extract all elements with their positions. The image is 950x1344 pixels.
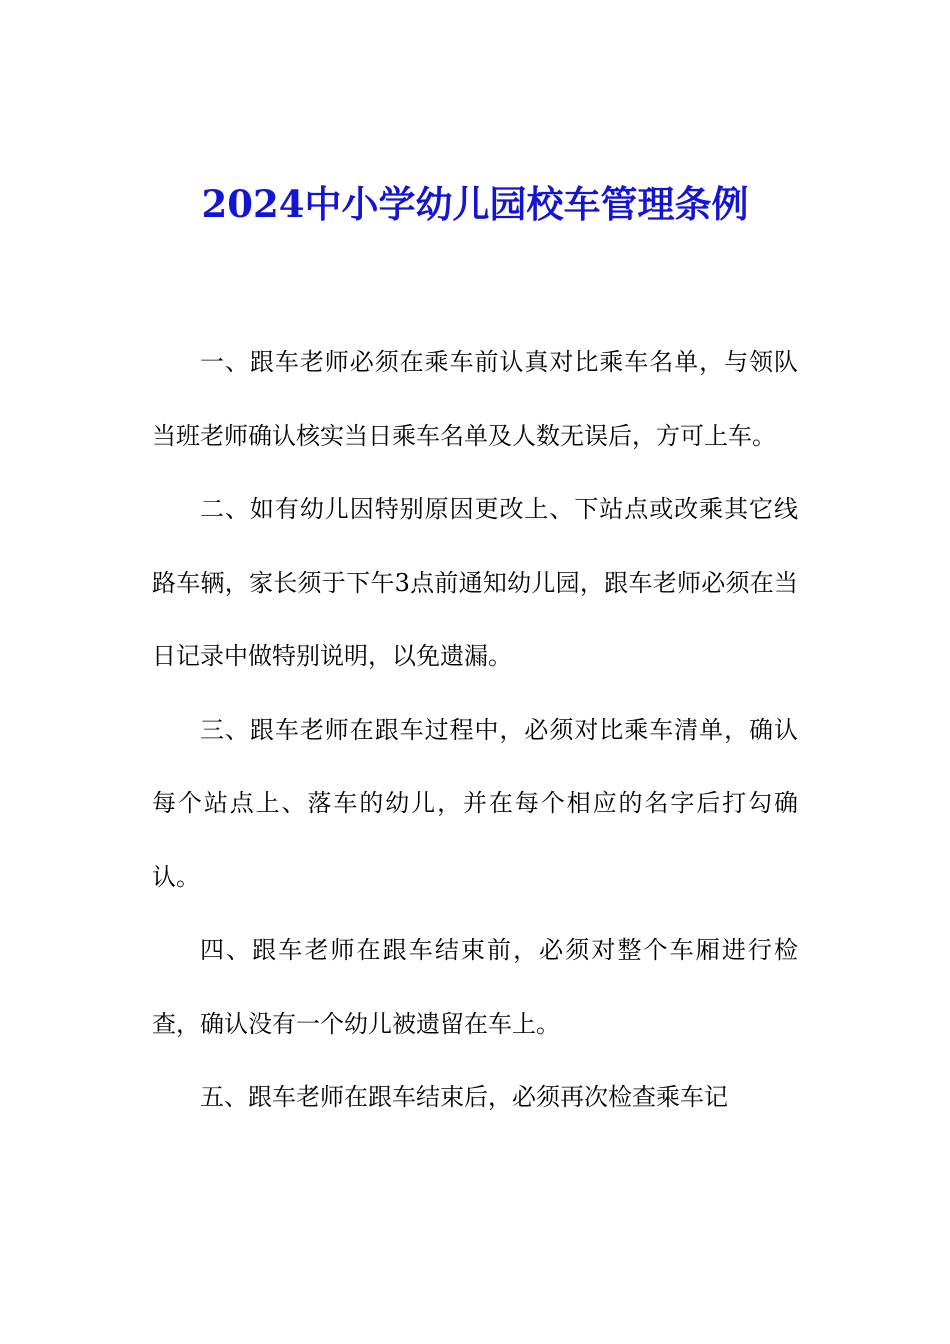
paragraph-4: 四、跟车老师在跟车结束前，必须对整个车厢进行检查，确认没有一个幼儿被遗留在车上。	[152, 936, 798, 1038]
paragraph-2: 二、如有幼儿因特别原因更改上、下站点或改乘其它线路车辆，家长须于下午3点前通知幼儿园，跟车老师必须在当日记录中做特别说明，以免遗漏。	[152, 495, 798, 670]
paragraph-1: 一、跟车老师必须在乘车前认真对比乘车名单，与领队当班老师确认核实当日乘车名单及人数无误后，方可上车。	[152, 348, 798, 450]
paragraph-3: 三、跟车老师在跟车过程中，必须对比乘车清单，确认每个站点上、落车的幼儿，并在每个相应的名字后打勾确认。	[152, 715, 798, 891]
paragraph-5: 五、跟车老师在跟车结束后，必须再次检查乘车记	[200, 1083, 728, 1111]
page-title: 2024中小学幼儿园校车管理条例	[201, 182, 749, 226]
document-body	[152, 326, 798, 1135]
